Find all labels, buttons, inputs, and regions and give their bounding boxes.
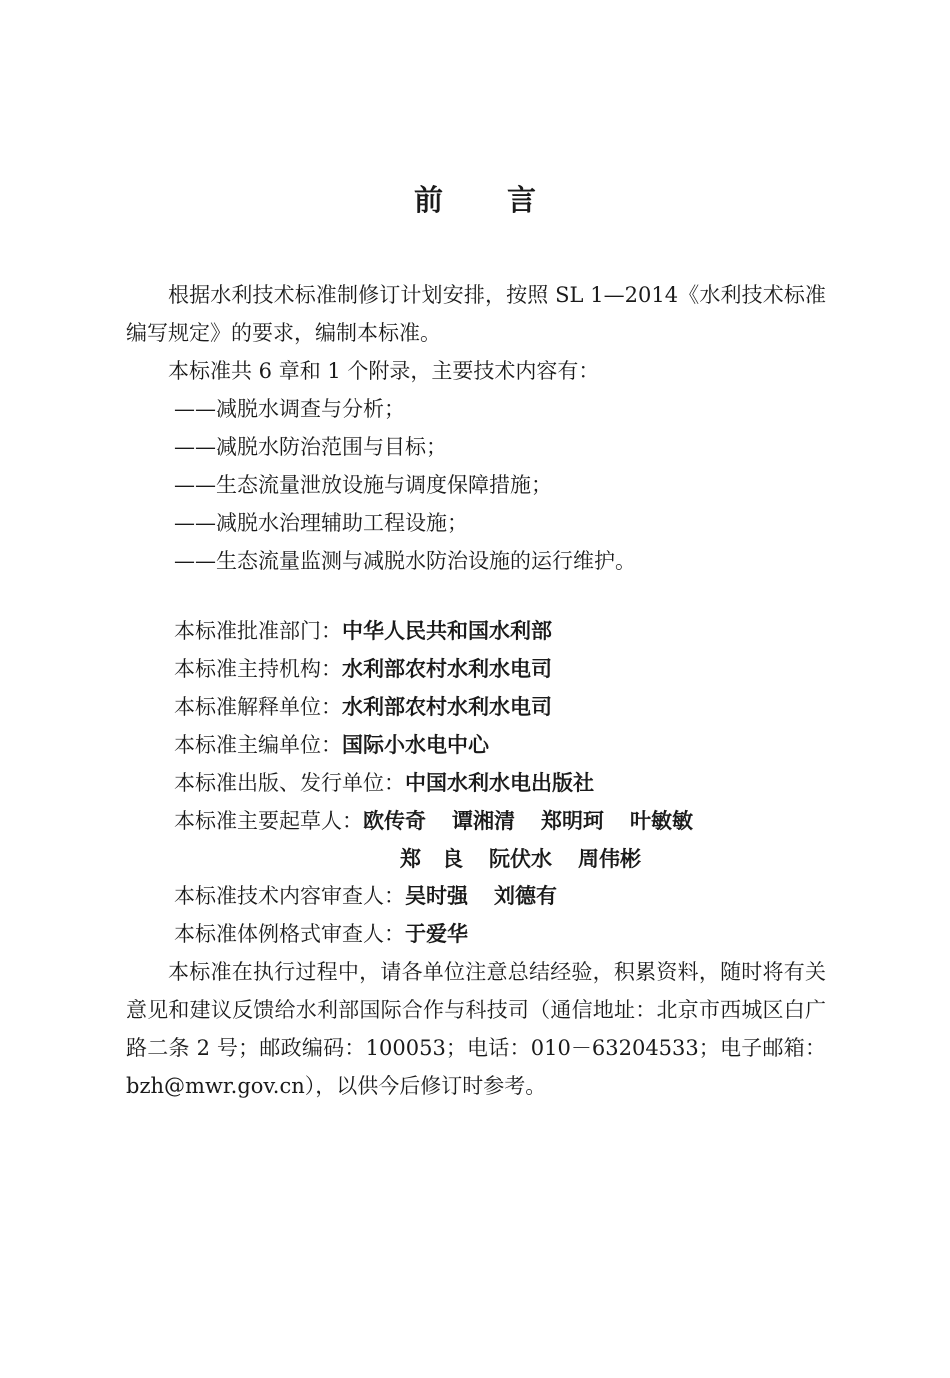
editor-label: 本标准主编单位： bbox=[174, 733, 342, 757]
host-line bbox=[174, 650, 552, 688]
content-item-5: ——生态流量监测与减脱水防治设施的运行维护。 bbox=[174, 549, 636, 573]
publisher-value: 中国水利水电出版社 bbox=[405, 771, 594, 795]
format-review-line bbox=[174, 915, 468, 953]
host-value: 水利部农村水利水电司 bbox=[342, 657, 552, 681]
drafters-row-1 bbox=[363, 809, 693, 833]
intro-section bbox=[126, 276, 826, 580]
intro-paragraph-2: 本标准共 6 章和 1 个附录，主要技术内容有： bbox=[168, 359, 600, 383]
page-title bbox=[0, 178, 950, 219]
reviewer-name: 吴时强 bbox=[405, 884, 468, 908]
drafters-line-2 bbox=[400, 840, 641, 878]
content-item-3: ——生态流量泄放设施与调度保障措施； bbox=[174, 473, 552, 497]
reviewer-name: 刘德有 bbox=[494, 884, 557, 908]
editor-value: 国际小水电中心 bbox=[342, 733, 489, 757]
drafters-row-2 bbox=[400, 847, 641, 871]
tech-review-label: 本标准技术内容审查人： bbox=[174, 884, 405, 908]
closing-section bbox=[126, 953, 826, 1105]
drafter-name: 周伟彬 bbox=[578, 847, 641, 871]
drafters-line bbox=[174, 802, 693, 840]
content-item-4: ——减脱水治理辅助工程设施； bbox=[174, 511, 468, 535]
drafter-name: 阮伏水 bbox=[489, 847, 552, 871]
publisher-label: 本标准出版、发行单位： bbox=[174, 771, 405, 795]
editor-line bbox=[174, 726, 489, 764]
tech-review-names bbox=[405, 884, 557, 908]
drafter-name: 欧传奇 bbox=[363, 809, 426, 833]
publisher-line bbox=[174, 764, 594, 802]
drafter-name: 叶敏敏 bbox=[630, 809, 693, 833]
host-label: 本标准主持机构： bbox=[174, 657, 342, 681]
tech-review-line bbox=[174, 877, 557, 915]
title-char-2: 言 bbox=[507, 183, 537, 217]
format-review-value: 于爱华 bbox=[405, 922, 468, 946]
approve-value: 中华人民共和国水利部 bbox=[342, 619, 552, 643]
interpret-label: 本标准解释单位： bbox=[174, 695, 342, 719]
content-item-1: ——减脱水调查与分析； bbox=[174, 397, 405, 421]
closing-paragraph: 本标准在执行过程中，请各单位注意总结经验，积累资料，随时将有关意见和建议反馈给水利部国际合作与科技司（通信地址：北京市西城区白广路二条 2 号；邮政编码：100053；电话：010－63204533；电子邮箱：bzh@mwr.gov.cn），以供今后修订时参考。 bbox=[126, 960, 826, 1098]
drafter-name: 郑 良 bbox=[400, 847, 463, 871]
drafter-name: 郑明珂 bbox=[541, 809, 604, 833]
approve-label: 本标准批准部门： bbox=[174, 619, 342, 643]
approve-line bbox=[174, 612, 552, 650]
intro-paragraph-1: 根据水利技术标准制修订计划安排，按照 SL 1—2014《水利技术标准编写规定》的要求，编制本标准。 bbox=[126, 283, 826, 345]
format-review-label: 本标准体例格式审查人： bbox=[174, 922, 405, 946]
interpret-value: 水利部农村水利水电司 bbox=[342, 695, 552, 719]
content-item-2: ——减脱水防治范围与目标； bbox=[174, 435, 447, 459]
drafters-label: 本标准主要起草人： bbox=[174, 809, 363, 833]
drafter-name: 谭湘清 bbox=[452, 809, 515, 833]
title-char-1: 前 bbox=[413, 183, 443, 217]
interpret-line bbox=[174, 688, 552, 726]
